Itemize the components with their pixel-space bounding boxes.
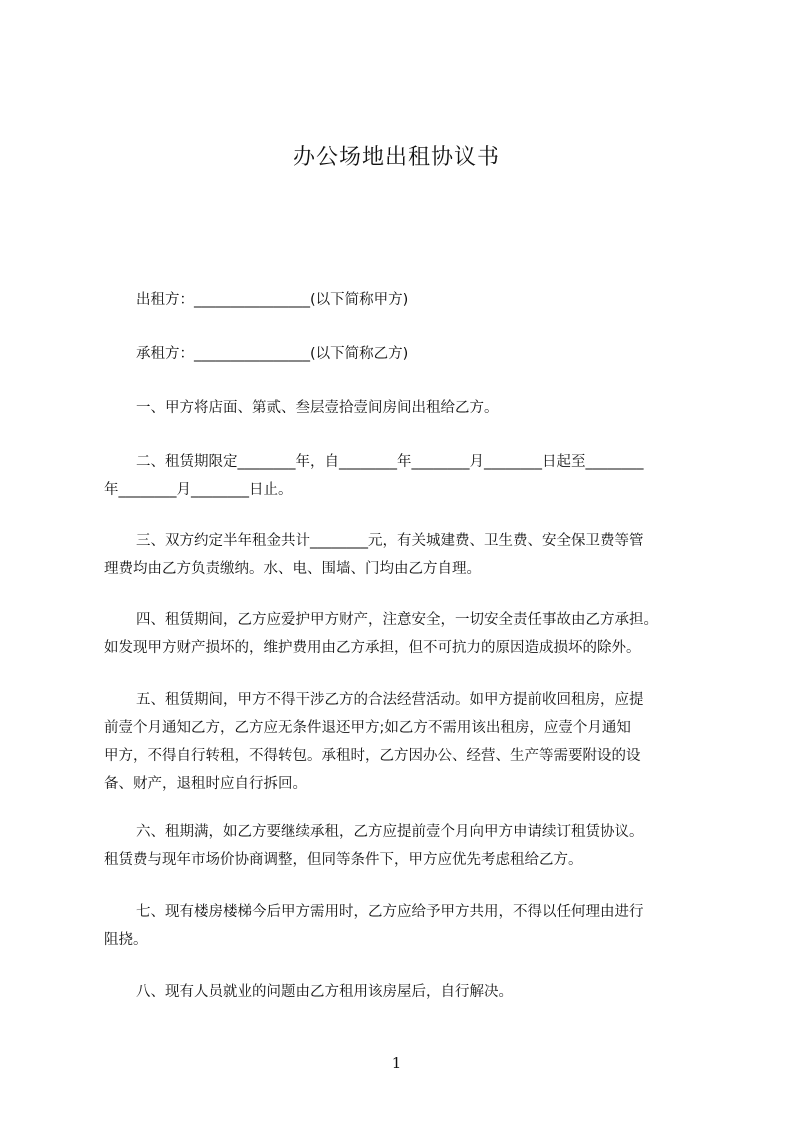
clause-3 (104, 527, 704, 583)
clause-5 (104, 686, 704, 798)
clause-7-line-2: 阻挠。 (104, 932, 148, 948)
lessor-text: 出租方：________________(以下简称甲方) (136, 292, 409, 308)
clause-2-line-1: 二、租赁期限定________年，自________年________月________日起至________ (136, 454, 644, 470)
clause-8-line-1: 八、现有人员就业的问题由乙方租用该房屋后，自行解决。 (136, 984, 513, 1000)
clause-4 (104, 606, 704, 662)
clause-6 (104, 818, 704, 874)
clause-6-line-2: 租赁费与现年市场价协商调整，但同等条件下，甲方应优先考虑租给乙方。 (104, 852, 583, 868)
clause-5-line-1: 五、租赁期间，甲方不得干涉乙方的合法经营活动。如甲方提前收回租房，应提 (136, 692, 644, 708)
clause-5-line-2: 前壹个月通知乙方，乙方应无条件退还甲方;如乙方不需用该出租房，应壹个月通知 (104, 720, 631, 736)
lessor-line (104, 286, 704, 314)
lessee-text: 承租方：________________(以下简称乙方) (136, 346, 409, 362)
page-number: 1 (391, 1054, 402, 1072)
clause-8 (104, 978, 704, 1006)
clause-2-line-2: 年________月________日止。 (104, 482, 293, 498)
clause-2 (104, 448, 704, 504)
clause-5-line-3: 甲方，不得自行转租，不得转包。承租时，乙方因办公、经营、生产等需要附设的设 (104, 748, 641, 764)
clause-5-line-4: 备、财产，退租时应自行拆回。 (104, 776, 307, 792)
document-title: 办公场地出租协议书 (292, 145, 500, 170)
clause-1 (104, 394, 704, 422)
clause-6-line-1: 六、租期满，如乙方要继续承租，乙方应提前壹个月向甲方申请续订租赁协议。 (136, 824, 644, 840)
clause-4-line-2: 如发现甲方财产损坏的，维护费用由乙方承担，但不可抗力的原因造成损坏的除外。 (104, 640, 641, 656)
clause-3-line-1: 三、双方约定半年租金共计________元，有关城建费、卫生费、安全保卫费等管 (136, 533, 644, 549)
clause-3-line-2: 理费均由乙方负责缴纳。水、电、围墙、门均由乙方自理。 (104, 561, 481, 577)
clause-7 (104, 898, 704, 954)
lessee-line (104, 340, 704, 368)
clause-1-line-1: 一、甲方将店面、第贰、叁层壹拾壹间房间出租给乙方。 (136, 400, 499, 416)
clause-7-line-1: 七、现有楼房楼梯今后甲方需用时，乙方应给予甲方共用，不得以任何理由进行 (136, 904, 644, 920)
clause-4-line-1: 四、租赁期间，乙方应爱护甲方财产，注意安全，一切安全责任事故由乙方承担。 (136, 612, 658, 628)
